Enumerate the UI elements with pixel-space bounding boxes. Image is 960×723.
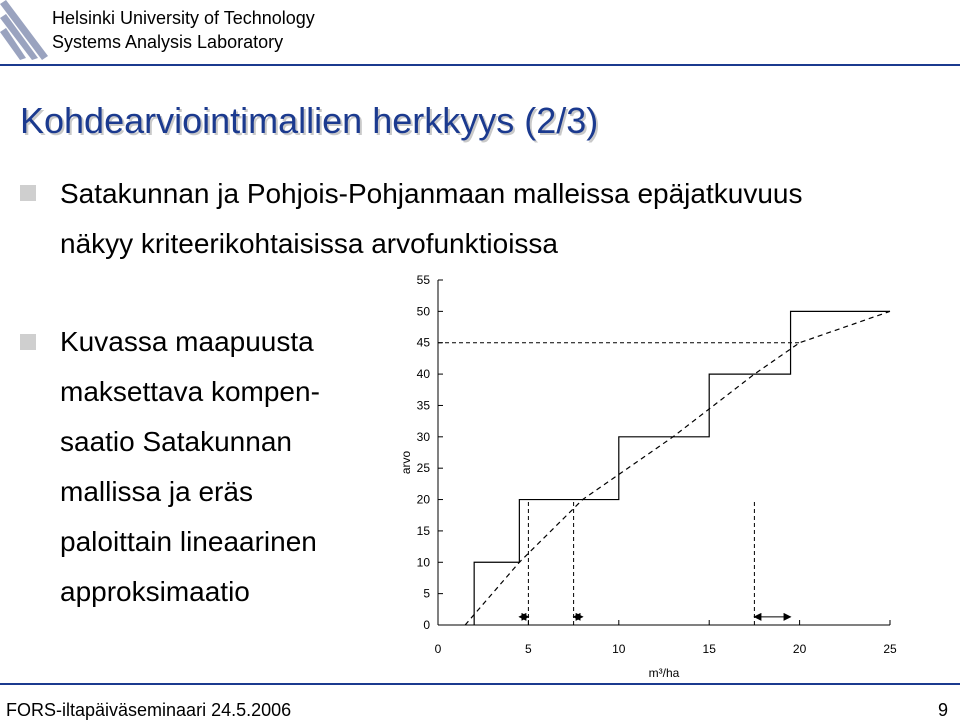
page-number: 9 bbox=[937, 700, 948, 720]
y-tick-label: 40 bbox=[416, 367, 430, 382]
bullet-2-line-6: approksimaatio bbox=[60, 576, 250, 607]
y-tick-label: 30 bbox=[416, 429, 430, 444]
y-tick-label: 10 bbox=[416, 555, 430, 570]
bullet-2-line-1: Kuvassa maapuusta bbox=[60, 326, 314, 357]
footer-divider bbox=[0, 683, 960, 685]
y-tick-label: 55 bbox=[416, 273, 430, 287]
y-tick-label: 20 bbox=[416, 492, 430, 507]
x-tick-label: 10 bbox=[612, 642, 626, 656]
bullet-2-line-3: saatio Satakunnan bbox=[60, 426, 292, 457]
x-tick-label: 15 bbox=[702, 642, 716, 656]
lab-name: Systems Analysis Laboratory bbox=[52, 32, 284, 52]
header-divider bbox=[0, 64, 960, 66]
series-line-2 bbox=[465, 311, 890, 625]
y-axis-label: arvo bbox=[399, 450, 413, 475]
x-tick-label: 0 bbox=[434, 642, 442, 656]
institution-name: Helsinki University of Technology bbox=[52, 8, 315, 28]
value-function-chart bbox=[380, 265, 920, 685]
bullet-1-line-1: Satakunnan ja Pohjois-Pohjanmaan malleissa epäjatkuvuus bbox=[60, 178, 803, 209]
university-logo bbox=[0, 0, 50, 60]
institution-header bbox=[52, 6, 315, 54]
bullet-1-line-2: näkyy kriteerikohtaisissa arvofunktioissa bbox=[60, 228, 558, 259]
y-tick-label: 50 bbox=[416, 304, 430, 319]
footer-event: FORS-iltapäiväseminaari 24.5.2006 bbox=[6, 700, 292, 720]
bullet-square-icon bbox=[20, 185, 36, 201]
x-tick-label: 20 bbox=[792, 642, 807, 656]
x-axis-label: m³/ha bbox=[648, 666, 680, 680]
y-tick-label: 15 bbox=[416, 523, 430, 538]
y-tick-label: 35 bbox=[416, 398, 430, 413]
y-tick-label: 5 bbox=[423, 586, 430, 601]
x-tick-label: 5 bbox=[525, 642, 532, 656]
slide-title: Kohdearviointimallien herkkyys (2/3) bbox=[20, 100, 599, 141]
bullet-2-line-5: paloittain lineaarinen bbox=[60, 526, 317, 557]
bullet-2-line-2: maksettava kompen- bbox=[60, 376, 320, 407]
y-tick-label: 0 bbox=[423, 618, 430, 632]
x-tick-label: 25 bbox=[883, 642, 897, 656]
y-tick-label: 25 bbox=[416, 461, 430, 476]
bullet-2-line-4: mallissa ja eräs bbox=[60, 476, 253, 507]
series-line-1 bbox=[474, 311, 890, 625]
y-tick-label: 45 bbox=[416, 335, 430, 350]
bullet-square-icon bbox=[20, 334, 36, 350]
